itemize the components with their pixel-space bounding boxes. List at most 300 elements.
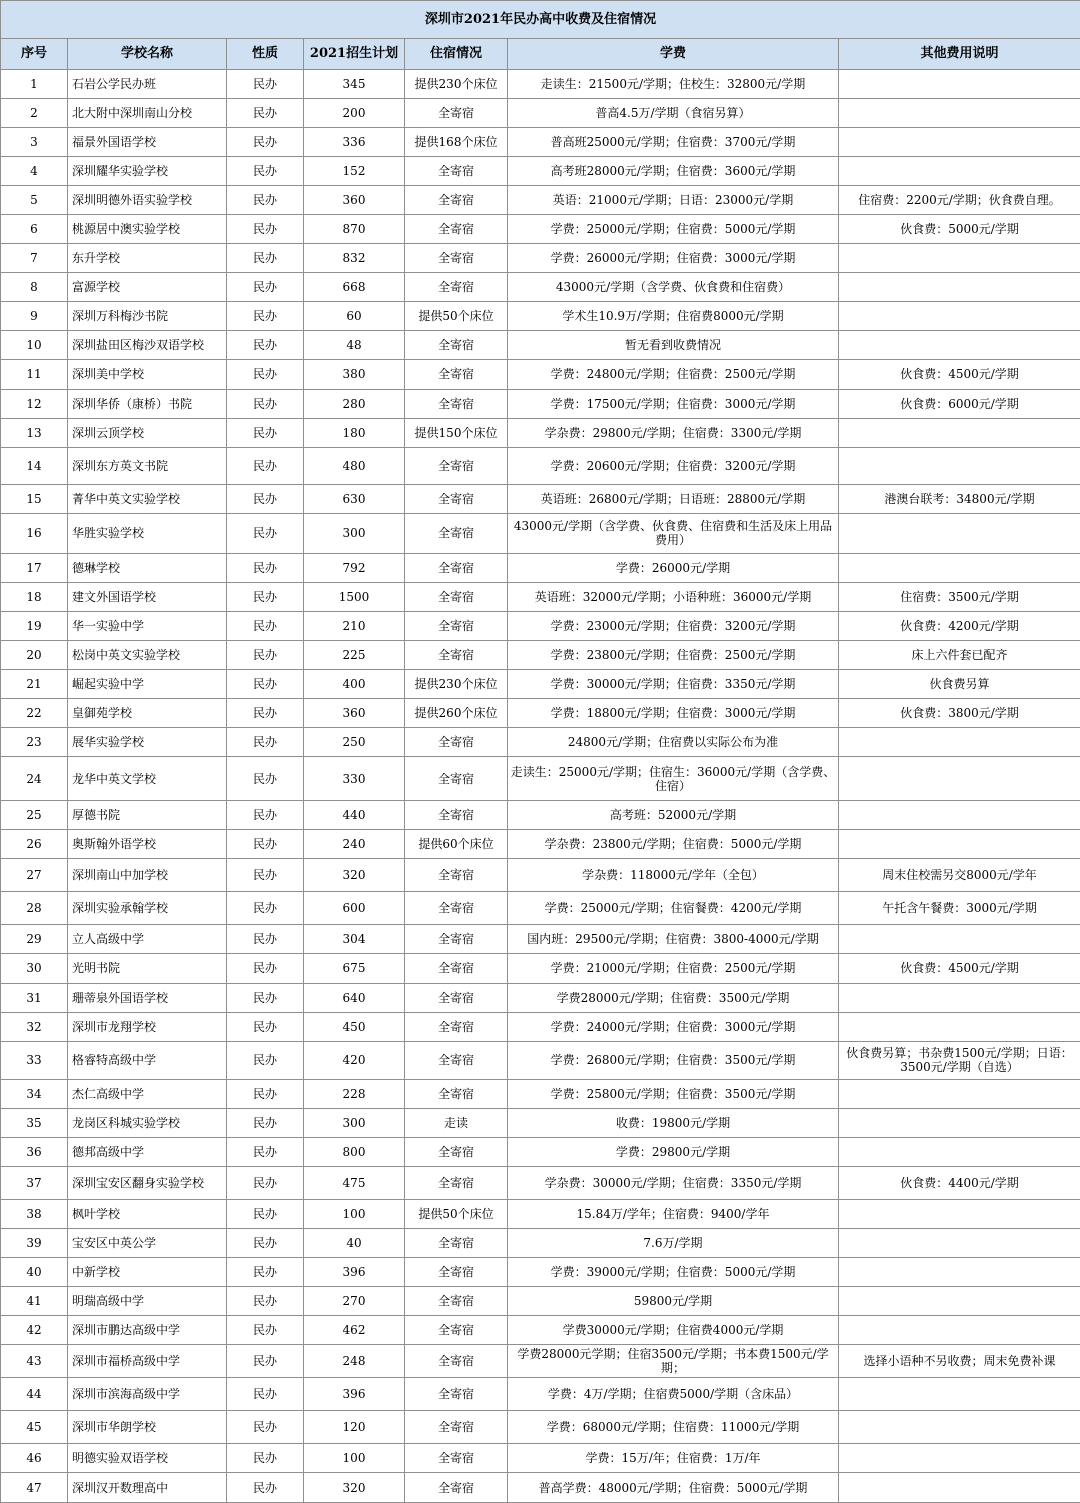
cell-other-fees: 选择小语种不另收费；周末免费补课: [839, 1345, 1080, 1378]
cell-index: 4: [1, 157, 68, 186]
cell-index: 16: [1, 513, 68, 553]
cell-school-name: 富源学校: [68, 273, 227, 302]
cell-type: 民办: [227, 1079, 304, 1108]
cell-index: 12: [1, 389, 68, 418]
table-row: [1, 1444, 1080, 1473]
cell-index: 24: [1, 757, 68, 801]
cell-type: 民办: [227, 699, 304, 728]
cell-school-name: 明瑞高级中学: [68, 1287, 227, 1316]
cell-tuition: 普高4.5万/学期（食宿另算）: [508, 99, 839, 128]
cell-other-fees: 伙食费另算；书杂费1500元/学期；日语：3500元/学期（自选）: [839, 1041, 1080, 1079]
cell-other-fees: [839, 553, 1080, 582]
cell-school-name: 格睿特高级中学: [68, 1041, 227, 1079]
cell-type: 民办: [227, 1137, 304, 1166]
cell-type: 民办: [227, 1108, 304, 1137]
table-row: [1, 1411, 1080, 1444]
cell-school-name: 深圳汉开数理高中: [68, 1473, 227, 1503]
cell-type: 民办: [227, 186, 304, 215]
table-row: [1, 1316, 1080, 1345]
cell-other-fees: [839, 447, 1080, 484]
cell-index: 25: [1, 801, 68, 830]
cell-enrollment-plan: 200: [304, 99, 405, 128]
cell-tuition: 学费：4万/学期；住宿费5000/学期（含床品）: [508, 1378, 839, 1411]
cell-tuition: 暂无看到收费情况: [508, 331, 839, 360]
cell-school-name: 深圳明德外语实验学校: [68, 186, 227, 215]
cell-type: 民办: [227, 389, 304, 418]
cell-other-fees: [839, 1411, 1080, 1444]
cell-other-fees: 住宿费：2200元/学期；伙食费自理。: [839, 186, 1080, 215]
cell-index: 37: [1, 1166, 68, 1199]
table-row: [1, 553, 1080, 582]
table-row: [1, 215, 1080, 244]
cell-index: 31: [1, 983, 68, 1012]
cell-boarding: 全寄宿: [405, 447, 508, 484]
cell-enrollment-plan: 40: [304, 1228, 405, 1257]
cell-boarding: 全寄宿: [405, 1316, 508, 1345]
table-row: [1, 447, 1080, 484]
cell-other-fees: [839, 830, 1080, 859]
table-title: 深圳市2021年民办高中收费及住宿情况: [1, 1, 1080, 39]
cell-type: 民办: [227, 215, 304, 244]
cell-other-fees: [839, 99, 1080, 128]
cell-index: 28: [1, 892, 68, 925]
cell-boarding: 提供230个床位: [405, 669, 508, 698]
cell-boarding: 全寄宿: [405, 157, 508, 186]
cell-boarding: 全寄宿: [405, 484, 508, 513]
table-row: [1, 983, 1080, 1012]
cell-enrollment-plan: 475: [304, 1166, 405, 1199]
cell-enrollment-plan: 668: [304, 273, 405, 302]
cell-boarding: 全寄宿: [405, 389, 508, 418]
table-row: [1, 757, 1080, 801]
cell-boarding: 全寄宿: [405, 801, 508, 830]
cell-tuition: 学杂费：30000元/学期；住宿费：3350元/学期: [508, 1166, 839, 1199]
cell-index: 7: [1, 244, 68, 273]
table-row: [1, 1166, 1080, 1199]
cell-index: 45: [1, 1411, 68, 1444]
cell-other-fees: [839, 70, 1080, 99]
cell-enrollment-plan: 270: [304, 1287, 405, 1316]
cell-index: 20: [1, 640, 68, 669]
cell-index: 41: [1, 1287, 68, 1316]
cell-boarding: 全寄宿: [405, 244, 508, 273]
cell-school-name: 华一实验中学: [68, 611, 227, 640]
cell-enrollment-plan: 210: [304, 611, 405, 640]
cell-index: 26: [1, 830, 68, 859]
cell-index: 8: [1, 273, 68, 302]
cell-school-name: 深圳市鹏达高级中学: [68, 1316, 227, 1345]
cell-enrollment-plan: 396: [304, 1378, 405, 1411]
table-row: [1, 273, 1080, 302]
cell-enrollment-plan: 225: [304, 640, 405, 669]
cell-other-fees: [839, 1257, 1080, 1286]
cell-tuition: 学费：26000元/学期；住宿费：3000元/学期: [508, 244, 839, 273]
cell-type: 民办: [227, 859, 304, 892]
cell-enrollment-plan: 400: [304, 669, 405, 698]
cell-other-fees: 伙食费：6000元/学期: [839, 389, 1080, 418]
table-row: [1, 302, 1080, 331]
cell-index: 34: [1, 1079, 68, 1108]
cell-boarding: 全寄宿: [405, 1257, 508, 1286]
table-row: [1, 611, 1080, 640]
cell-tuition: 学费：24800元/学期；住宿费：2500元/学期: [508, 360, 839, 389]
cell-school-name: 深圳宝安区翻身实验学校: [68, 1166, 227, 1199]
cell-tuition: 走读生：25000元/学期；住宿生：36000元/学期（含学费、住宿）: [508, 757, 839, 801]
cell-index: 3: [1, 128, 68, 157]
table-row: [1, 186, 1080, 215]
cell-tuition: 高考班28000元/学期；住宿费：3600元/学期: [508, 157, 839, 186]
cell-enrollment-plan: 248: [304, 1345, 405, 1378]
table-row: [1, 892, 1080, 925]
cell-tuition: 24800元/学期；住宿费以实际公布为准: [508, 728, 839, 757]
cell-type: 民办: [227, 1287, 304, 1316]
cell-school-name: 深圳万科梅沙书院: [68, 302, 227, 331]
cell-other-fees: 伙食费：4200元/学期: [839, 611, 1080, 640]
cell-tuition: 43000元/学期（含学费、伙食费和住宿费）: [508, 273, 839, 302]
cell-school-name: 石岩公学民办班: [68, 70, 227, 99]
cell-other-fees: [839, 1316, 1080, 1345]
cell-enrollment-plan: 360: [304, 186, 405, 215]
cell-type: 民办: [227, 1444, 304, 1473]
cell-type: 民办: [227, 801, 304, 830]
table-row: [1, 699, 1080, 728]
cell-other-fees: [839, 273, 1080, 302]
cell-index: 6: [1, 215, 68, 244]
cell-type: 民办: [227, 1228, 304, 1257]
table-row: [1, 728, 1080, 757]
cell-other-fees: [839, 128, 1080, 157]
cell-school-name: 深圳南山中加学校: [68, 859, 227, 892]
cell-school-name: 深圳盐田区梅沙双语学校: [68, 331, 227, 360]
table-row: [1, 954, 1080, 983]
cell-boarding: 全寄宿: [405, 186, 508, 215]
cell-other-fees: 伙食费：5000元/学期: [839, 215, 1080, 244]
cell-index: 2: [1, 99, 68, 128]
cell-index: 43: [1, 1345, 68, 1378]
cell-other-fees: [839, 983, 1080, 1012]
cell-type: 民办: [227, 1166, 304, 1199]
cell-index: 1: [1, 70, 68, 99]
cell-school-name: 龙华中英文学校: [68, 757, 227, 801]
table-row: [1, 1079, 1080, 1108]
cell-type: 民办: [227, 757, 304, 801]
cell-index: 32: [1, 1012, 68, 1041]
cell-school-name: 深圳市福桥高级中学: [68, 1345, 227, 1378]
cell-type: 民办: [227, 331, 304, 360]
cell-school-name: 展华实验学校: [68, 728, 227, 757]
cell-other-fees: 伙食费：4500元/学期: [839, 360, 1080, 389]
header-type: 性质: [227, 39, 304, 70]
cell-school-name: 深圳华侨（康桥）书院: [68, 389, 227, 418]
cell-boarding: 全寄宿: [405, 1378, 508, 1411]
cell-type: 民办: [227, 728, 304, 757]
cell-index: 19: [1, 611, 68, 640]
cell-tuition: 15.84万/学年；住宿费：9400/学年: [508, 1199, 839, 1228]
table-row: [1, 801, 1080, 830]
cell-other-fees: [839, 1287, 1080, 1316]
cell-other-fees: [839, 801, 1080, 830]
cell-boarding: 提供230个床位: [405, 70, 508, 99]
cell-school-name: 德琳学校: [68, 553, 227, 582]
cell-type: 民办: [227, 954, 304, 983]
header-enrollment-plan: 2021招生计划: [304, 39, 405, 70]
cell-enrollment-plan: 640: [304, 983, 405, 1012]
cell-enrollment-plan: 228: [304, 1079, 405, 1108]
header-other-fees: 其他费用说明: [839, 39, 1080, 70]
cell-type: 民办: [227, 1473, 304, 1503]
cell-enrollment-plan: 300: [304, 513, 405, 553]
cell-type: 民办: [227, 418, 304, 447]
cell-tuition: 学费：68000元/学期；住宿费：11000元/学期: [508, 1411, 839, 1444]
cell-tuition: 学费：18800元/学期；住宿费：3000元/学期: [508, 699, 839, 728]
cell-index: 13: [1, 418, 68, 447]
table-row: [1, 99, 1080, 128]
table-row: [1, 1012, 1080, 1041]
cell-index: 30: [1, 954, 68, 983]
table-row: [1, 1041, 1080, 1079]
cell-type: 民办: [227, 669, 304, 698]
cell-tuition: 收费：19800元/学期: [508, 1108, 839, 1137]
table-row: [1, 1378, 1080, 1411]
cell-index: 18: [1, 582, 68, 611]
table-row: [1, 1228, 1080, 1257]
cell-other-fees: [839, 244, 1080, 273]
title-row: [1, 1, 1080, 39]
cell-other-fees: [839, 1108, 1080, 1137]
cell-tuition: 学费：23000元/学期；住宿费：3200元/学期: [508, 611, 839, 640]
cell-boarding: 全寄宿: [405, 582, 508, 611]
cell-enrollment-plan: 48: [304, 331, 405, 360]
cell-index: 44: [1, 1378, 68, 1411]
header-row: [1, 39, 1080, 70]
cell-school-name: 建文外国语学校: [68, 582, 227, 611]
cell-boarding: 提供50个床位: [405, 302, 508, 331]
cell-enrollment-plan: 100: [304, 1444, 405, 1473]
cell-tuition: 学费：21000元/学期；住宿费：2500元/学期: [508, 954, 839, 983]
cell-index: 23: [1, 728, 68, 757]
cell-other-fees: 伙食费：4400元/学期: [839, 1166, 1080, 1199]
cell-boarding: 全寄宿: [405, 273, 508, 302]
cell-tuition: 学费：20600元/学期；住宿费：3200元/学期: [508, 447, 839, 484]
cell-boarding: 全寄宿: [405, 611, 508, 640]
cell-tuition: 学费：15万/年；住宿费：1万/年: [508, 1444, 839, 1473]
cell-enrollment-plan: 300: [304, 1108, 405, 1137]
cell-other-fees: [839, 157, 1080, 186]
cell-other-fees: [839, 302, 1080, 331]
cell-enrollment-plan: 832: [304, 244, 405, 273]
cell-type: 民办: [227, 1316, 304, 1345]
cell-tuition: 高考班：52000元/学期: [508, 801, 839, 830]
cell-boarding: 全寄宿: [405, 99, 508, 128]
cell-index: 39: [1, 1228, 68, 1257]
cell-school-name: 立人高级中学: [68, 925, 227, 954]
cell-other-fees: 港澳台联考：34800元/学期: [839, 484, 1080, 513]
cell-tuition: 走读生：21500元/学期；住校生：32800元/学期: [508, 70, 839, 99]
cell-type: 民办: [227, 273, 304, 302]
cell-type: 民办: [227, 1345, 304, 1378]
cell-index: 40: [1, 1257, 68, 1286]
cell-index: 11: [1, 360, 68, 389]
cell-boarding: 提供50个床位: [405, 1199, 508, 1228]
cell-school-name: 福景外国语学校: [68, 128, 227, 157]
table-row: [1, 669, 1080, 698]
cell-enrollment-plan: 600: [304, 892, 405, 925]
cell-index: 10: [1, 331, 68, 360]
cell-type: 民办: [227, 830, 304, 859]
cell-boarding: 全寄宿: [405, 757, 508, 801]
cell-other-fees: [839, 1228, 1080, 1257]
table-row: [1, 1108, 1080, 1137]
cell-tuition: 学费28000元学期；住宿3500元/学期；书本费1500元/学期；: [508, 1345, 839, 1378]
cell-school-name: 深圳耀华实验学校: [68, 157, 227, 186]
cell-boarding: 提供168个床位: [405, 128, 508, 157]
cell-other-fees: [839, 1444, 1080, 1473]
cell-other-fees: [839, 1012, 1080, 1041]
cell-enrollment-plan: 330: [304, 757, 405, 801]
cell-index: 35: [1, 1108, 68, 1137]
cell-enrollment-plan: 440: [304, 801, 405, 830]
cell-tuition: 59800元/学期: [508, 1287, 839, 1316]
cell-index: 17: [1, 553, 68, 582]
cell-enrollment-plan: 100: [304, 1199, 405, 1228]
cell-boarding: 全寄宿: [405, 1228, 508, 1257]
cell-boarding: 全寄宿: [405, 728, 508, 757]
cell-other-fees: [839, 513, 1080, 553]
cell-enrollment-plan: 345: [304, 70, 405, 99]
cell-tuition: 学杂费：118000元/学年（全包）: [508, 859, 839, 892]
cell-school-name: 奥斯翰外语学校: [68, 830, 227, 859]
header-index: 序号: [1, 39, 68, 70]
cell-type: 民办: [227, 157, 304, 186]
cell-type: 民办: [227, 513, 304, 553]
cell-enrollment-plan: 792: [304, 553, 405, 582]
cell-enrollment-plan: 450: [304, 1012, 405, 1041]
table-row: [1, 244, 1080, 273]
cell-boarding: 全寄宿: [405, 983, 508, 1012]
cell-index: 46: [1, 1444, 68, 1473]
cell-tuition: 学费：25800元/学期；住宿费：3500元/学期: [508, 1079, 839, 1108]
cell-enrollment-plan: 280: [304, 389, 405, 418]
cell-type: 民办: [227, 1041, 304, 1079]
cell-enrollment-plan: 336: [304, 128, 405, 157]
table-row: [1, 582, 1080, 611]
cell-other-fees: 床上六件套已配齐: [839, 640, 1080, 669]
table-row: [1, 830, 1080, 859]
cell-type: 民办: [227, 582, 304, 611]
cell-index: 27: [1, 859, 68, 892]
cell-other-fees: [839, 1378, 1080, 1411]
cell-enrollment-plan: 675: [304, 954, 405, 983]
cell-tuition: 学费：25000元/学期；住宿餐费：4200元/学期: [508, 892, 839, 925]
cell-boarding: 全寄宿: [405, 1411, 508, 1444]
table-row: [1, 1345, 1080, 1378]
cell-school-name: 松岗中英文实验学校: [68, 640, 227, 669]
cell-other-fees: 伙食费另算: [839, 669, 1080, 698]
cell-school-name: 深圳市华朗学校: [68, 1411, 227, 1444]
cell-other-fees: [839, 1473, 1080, 1503]
cell-school-name: 深圳实验承翰学校: [68, 892, 227, 925]
cell-tuition: 学杂费：29800元/学期；住宿费：3300元/学期: [508, 418, 839, 447]
table-row: [1, 1137, 1080, 1166]
cell-school-name: 深圳云顶学校: [68, 418, 227, 447]
cell-school-name: 枫叶学校: [68, 1199, 227, 1228]
cell-boarding: 走读: [405, 1108, 508, 1137]
cell-boarding: 全寄宿: [405, 1287, 508, 1316]
cell-tuition: 英语班：32000元/学期；小语种班：36000元/学期: [508, 582, 839, 611]
cell-school-name: 深圳市龙翔学校: [68, 1012, 227, 1041]
table-row: [1, 484, 1080, 513]
cell-index: 14: [1, 447, 68, 484]
cell-school-name: 杰仁高级中学: [68, 1079, 227, 1108]
cell-school-name: 深圳市滨海高级中学: [68, 1378, 227, 1411]
cell-enrollment-plan: 396: [304, 1257, 405, 1286]
cell-school-name: 厚德书院: [68, 801, 227, 830]
cell-school-name: 菁华中英文实验学校: [68, 484, 227, 513]
table-row: [1, 640, 1080, 669]
cell-type: 民办: [227, 1257, 304, 1286]
cell-index: 5: [1, 186, 68, 215]
table-row: [1, 859, 1080, 892]
cell-school-name: 德邦高级中学: [68, 1137, 227, 1166]
cell-enrollment-plan: 380: [304, 360, 405, 389]
cell-boarding: 全寄宿: [405, 215, 508, 244]
table-row: [1, 1287, 1080, 1316]
cell-type: 民办: [227, 892, 304, 925]
cell-index: 38: [1, 1199, 68, 1228]
cell-other-fees: 住宿费：3500元/学期: [839, 582, 1080, 611]
table-row: [1, 513, 1080, 553]
cell-school-name: 崛起实验中学: [68, 669, 227, 698]
cell-index: 33: [1, 1041, 68, 1079]
table-row: [1, 925, 1080, 954]
cell-other-fees: 伙食费：3800元/学期: [839, 699, 1080, 728]
table-row: [1, 128, 1080, 157]
table-row: [1, 157, 1080, 186]
cell-school-name: 东升学校: [68, 244, 227, 273]
cell-other-fees: [839, 331, 1080, 360]
cell-tuition: 学费30000元/学期；住宿费4000元/学期: [508, 1316, 839, 1345]
cell-tuition: 学费28000元/学期；住宿费：3500元/学期: [508, 983, 839, 1012]
cell-boarding: 全寄宿: [405, 331, 508, 360]
cell-type: 民办: [227, 1411, 304, 1444]
cell-boarding: 全寄宿: [405, 1444, 508, 1473]
cell-type: 民办: [227, 360, 304, 389]
cell-type: 民办: [227, 1012, 304, 1041]
cell-enrollment-plan: 152: [304, 157, 405, 186]
cell-other-fees: [839, 925, 1080, 954]
cell-type: 民办: [227, 1378, 304, 1411]
cell-type: 民办: [227, 302, 304, 331]
cell-boarding: 提供60个床位: [405, 830, 508, 859]
cell-school-name: 桃源居中澳实验学校: [68, 215, 227, 244]
table-row: [1, 389, 1080, 418]
cell-boarding: 全寄宿: [405, 1473, 508, 1503]
cell-tuition: 学费：17500元/学期；住宿费：3000元/学期: [508, 389, 839, 418]
cell-boarding: 全寄宿: [405, 553, 508, 582]
cell-enrollment-plan: 320: [304, 859, 405, 892]
cell-enrollment-plan: 630: [304, 484, 405, 513]
cell-other-fees: 伙食费：4500元/学期: [839, 954, 1080, 983]
cell-boarding: 全寄宿: [405, 1166, 508, 1199]
cell-type: 民办: [227, 128, 304, 157]
cell-type: 民办: [227, 484, 304, 513]
cell-boarding: 全寄宿: [405, 1041, 508, 1079]
cell-type: 民办: [227, 99, 304, 128]
cell-other-fees: 午托含午餐费：3000元/学期: [839, 892, 1080, 925]
cell-enrollment-plan: 304: [304, 925, 405, 954]
cell-enrollment-plan: 320: [304, 1473, 405, 1503]
header-school-name: 学校名称: [68, 39, 227, 70]
